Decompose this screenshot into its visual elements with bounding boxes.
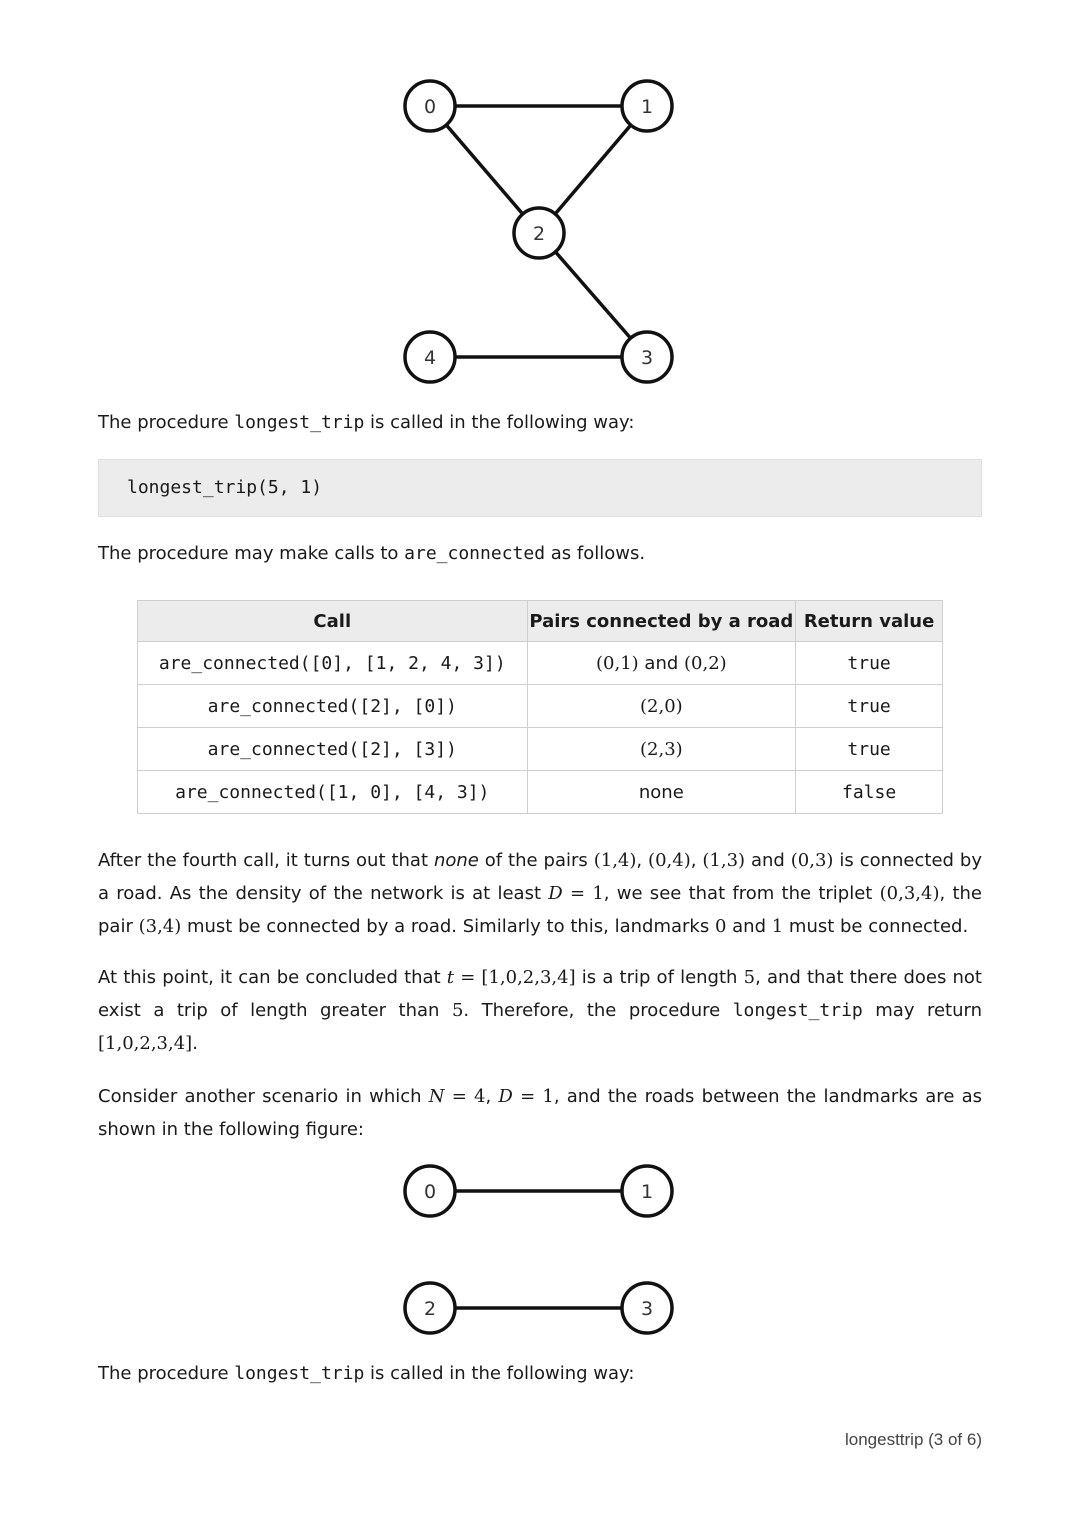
inline-code: are_connected xyxy=(404,543,546,564)
graph-node-0 xyxy=(405,1166,455,1216)
text: . Therefore, the procedure xyxy=(463,1000,733,1021)
return-cell: true xyxy=(796,642,943,685)
text: , xyxy=(485,1086,499,1107)
column-header: Return value xyxy=(796,601,943,642)
return-cell: true xyxy=(796,685,943,728)
text: . xyxy=(192,1033,198,1054)
math: (2,3) xyxy=(640,738,683,760)
pairs-cell: none xyxy=(527,771,796,814)
column-header: Pairs connected by a road xyxy=(527,601,796,642)
math: (0,1) xyxy=(596,652,639,674)
column-header: Call xyxy=(138,601,528,642)
call-intro-paragraph-2 xyxy=(98,1357,982,1390)
math: = [1,0,2,3,4] xyxy=(454,967,576,988)
math-var: t xyxy=(446,967,455,988)
node-label: 0 xyxy=(423,1181,437,1203)
math: 1 xyxy=(771,916,784,937)
math: (1,4) xyxy=(593,850,637,871)
node-label: 2 xyxy=(423,1298,437,1320)
math: = 1 xyxy=(512,1086,554,1107)
text: , we see that from the triplet xyxy=(603,883,880,904)
math: 5 xyxy=(451,1000,464,1021)
call-cell: are_connected([1, 0], [4, 3]) xyxy=(138,771,528,814)
text: is a trip of length xyxy=(575,967,744,988)
math: = 4 xyxy=(444,1086,486,1107)
graph-node-3 xyxy=(622,1283,672,1333)
call-cell: are_connected([2], [0]) xyxy=(138,685,528,728)
math: (0,3,4) xyxy=(879,883,940,904)
node-label: 2 xyxy=(532,223,546,245)
math: (2,0) xyxy=(640,695,683,717)
math: (0,4) xyxy=(648,850,691,871)
text: as follows. xyxy=(545,543,646,564)
text: is called in the following way: xyxy=(364,412,635,433)
text: Consider another scenario in which xyxy=(98,1086,429,1107)
math: = 1 xyxy=(562,883,604,904)
call-cell: are_connected([0], [1, 2, 4, 3]) xyxy=(138,642,528,685)
node-label: 1 xyxy=(640,1181,654,1203)
text: , and that there does not exist a trip of length greater than xyxy=(98,967,982,1021)
return-cell: true xyxy=(796,728,943,771)
text: is called in the following way: xyxy=(364,1363,635,1384)
call-cell: are_connected([2], [3]) xyxy=(138,728,528,771)
text: The procedure may make calls to xyxy=(98,543,405,564)
text: must be connected by a road. Similarly to this, landmarks xyxy=(181,916,715,937)
text: , xyxy=(636,850,649,871)
node-label: 1 xyxy=(640,96,654,118)
math: [1,0,2,3,4] xyxy=(98,1033,193,1054)
text: , xyxy=(690,850,703,871)
text: At this point, it can be concluded that xyxy=(98,967,447,988)
graph-node-2 xyxy=(405,1283,455,1333)
node-label: 3 xyxy=(640,347,654,369)
inline-code: longest_trip xyxy=(234,1363,365,1384)
math: (3,4) xyxy=(138,916,182,937)
math-var: N xyxy=(428,1086,445,1107)
node-label: 4 xyxy=(423,347,437,369)
math: (0,3) xyxy=(790,850,834,871)
emphasis: none xyxy=(433,850,479,871)
text: is connected by a road. As the density of the network is at least xyxy=(98,850,982,904)
inline-code: longest_trip xyxy=(732,1000,863,1021)
text: and xyxy=(638,652,684,674)
return-cell: false xyxy=(796,771,943,814)
text: and xyxy=(726,916,772,937)
inline-code: longest_trip xyxy=(234,412,365,433)
math: (0,2) xyxy=(684,652,727,674)
math-var: D xyxy=(498,1086,513,1107)
code-block: longest_trip(5, 1) xyxy=(98,459,982,517)
text: may return xyxy=(862,1000,983,1021)
text: After the fourth call, it turns out that xyxy=(98,850,434,871)
text: of the pairs xyxy=(478,850,594,871)
math: (1,3) xyxy=(702,850,746,871)
page-footer: longesttrip (3 of 6) xyxy=(844,1430,982,1449)
text: The procedure xyxy=(98,1363,235,1384)
text: , the pair xyxy=(98,883,983,937)
graph-node-1 xyxy=(622,1166,672,1216)
text: The procedure xyxy=(98,412,235,433)
node-label: 3 xyxy=(640,1298,654,1320)
node-label: 0 xyxy=(423,96,437,118)
text: , and the roads between the landmarks are as shown in the following figure: xyxy=(98,1086,983,1140)
text: and xyxy=(745,850,791,871)
math: 0 xyxy=(714,916,727,937)
math: 5 xyxy=(743,967,756,988)
math-var: D xyxy=(548,883,563,904)
text: must be connected. xyxy=(783,916,969,937)
